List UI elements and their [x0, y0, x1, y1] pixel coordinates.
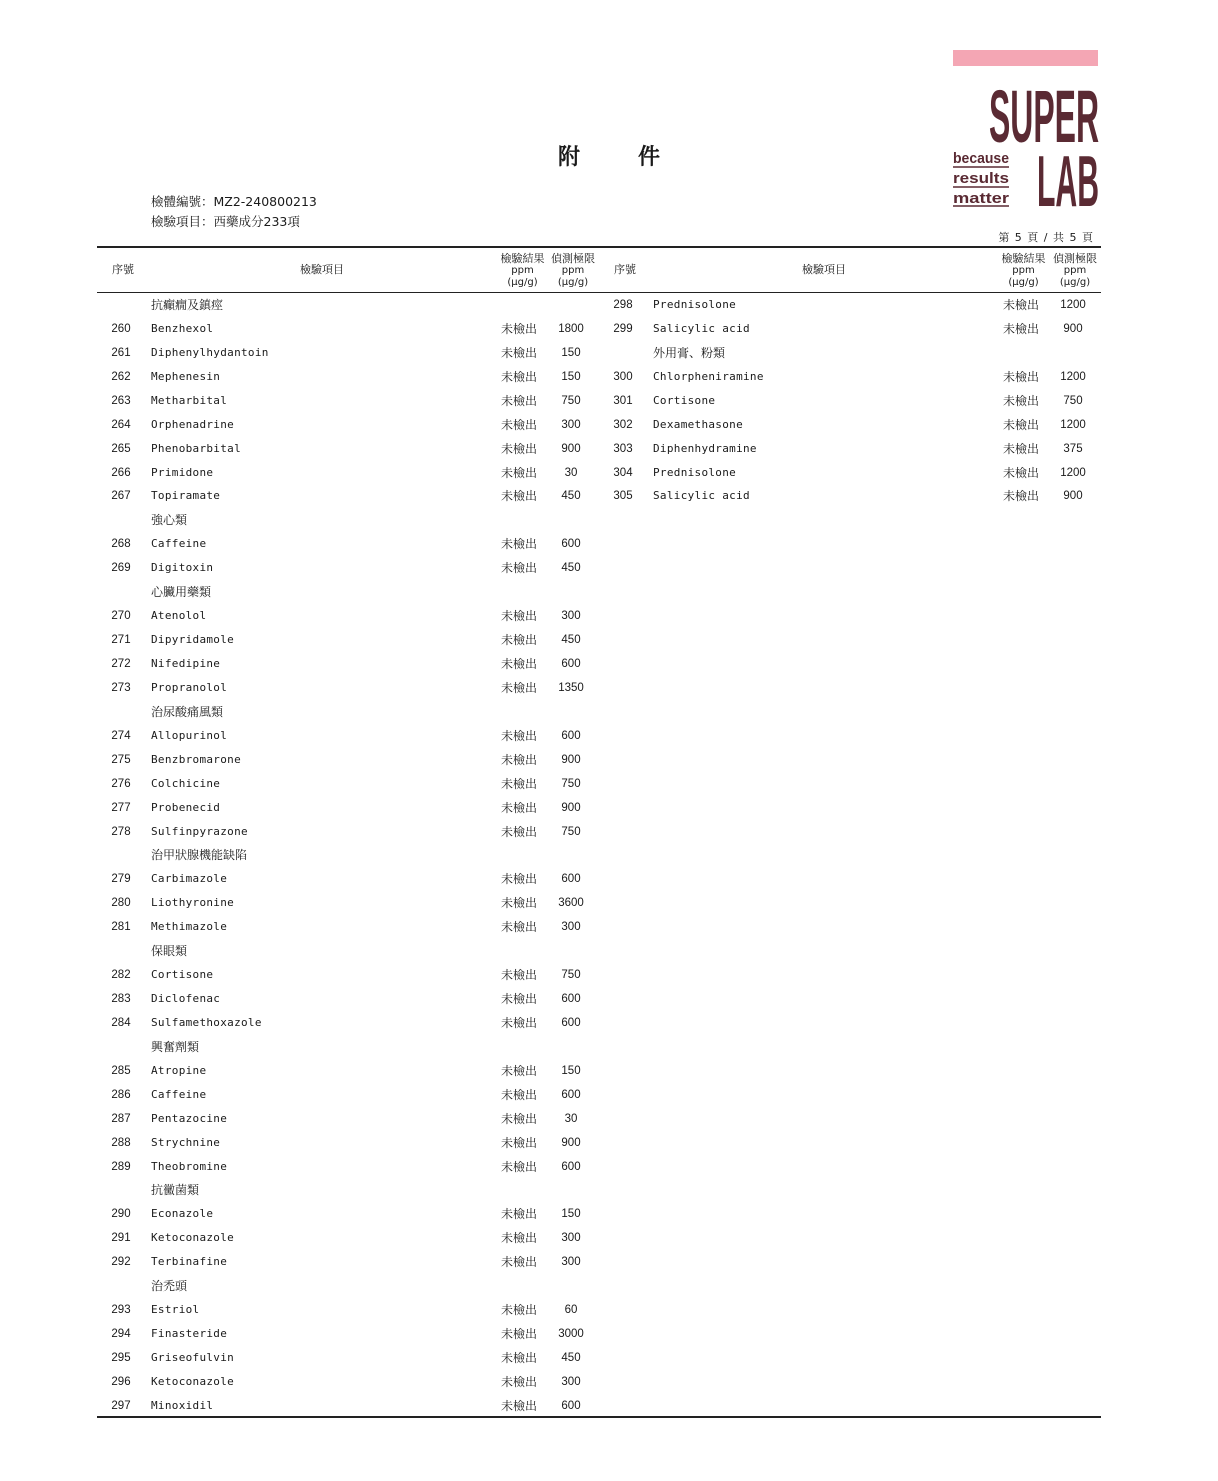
detection-limit: 150 [561, 346, 581, 359]
detection-limit: 1200 [1060, 418, 1086, 431]
detection-limit: 300 [561, 418, 581, 431]
table-row [0, 867, 1200, 891]
drug-name: Atenolol [151, 609, 207, 623]
row-number: 296 [111, 1375, 131, 1388]
table-row [0, 293, 1200, 317]
row-number: 294 [111, 1328, 131, 1340]
result-value: 未檢出 [500, 561, 537, 576]
row-number: 299 [613, 322, 633, 335]
detection-limit: 60 [564, 1304, 578, 1317]
result-value: 未檢出 [500, 1087, 537, 1102]
drug-name: Carbimazole [151, 872, 228, 886]
detection-limit: 750 [561, 394, 581, 407]
result-value: 未檢出 [500, 657, 537, 671]
result-value: 未檢出 [500, 824, 537, 839]
category-row [0, 1035, 1200, 1059]
drug-name: Chlorpheniramine [653, 369, 764, 383]
row-number: 287 [111, 1112, 131, 1125]
row-number: 295 [111, 1351, 131, 1364]
header-limit-left [547, 253, 599, 289]
row-number: 279 [111, 873, 131, 886]
detection-limit: 600 [561, 658, 581, 670]
drug-name: Pentazocine [151, 1111, 228, 1125]
result-value: 未檢出 [500, 1159, 537, 1174]
row-number: 273 [111, 681, 131, 694]
result-value: 未檢出 [500, 872, 537, 887]
row-number: 270 [111, 610, 131, 623]
row-number: 285 [111, 1064, 131, 1077]
result-value: 未檢出 [500, 465, 537, 480]
header-limit-label: 偵測極限 [1053, 252, 1097, 265]
table-row [0, 532, 1200, 556]
row-number: 290 [111, 1208, 131, 1221]
row-number: 280 [111, 897, 131, 910]
logo-tag-because: because [953, 150, 1009, 167]
table-row [0, 1250, 1200, 1274]
result-value: 未檢出 [1002, 393, 1039, 408]
table-row [0, 628, 1200, 652]
drug-name: Digitoxin [151, 561, 214, 575]
drug-name: Caffeine [151, 537, 207, 551]
detection-limit: 750 [1063, 394, 1083, 407]
result-value: 未檢出 [500, 752, 537, 767]
row-number: 300 [613, 370, 633, 383]
drug-name: Phenobarbital [151, 441, 241, 455]
detection-limit: 3000 [558, 1328, 584, 1340]
logo-text-lab: LAB [1037, 142, 1099, 222]
row-number: 275 [111, 753, 131, 766]
category-label: 治甲狀腺機能缺陷 [151, 848, 248, 863]
table-row [0, 820, 1200, 844]
detection-limit: 600 [561, 1016, 581, 1029]
category-row [0, 1178, 1200, 1202]
detection-limit: 600 [561, 1160, 581, 1173]
header-limit-unit: ppm [561, 265, 585, 276]
table-row [0, 317, 1200, 341]
result-value: 未檢出 [500, 800, 537, 815]
row-number: 260 [111, 322, 131, 335]
drug-name: Primidone [151, 465, 214, 479]
detection-limit: 600 [561, 1088, 581, 1101]
result-value: 未檢出 [500, 776, 537, 791]
table-row [0, 461, 1200, 485]
drug-name: Cortisone [653, 393, 716, 407]
detection-limit: 1200 [1060, 370, 1086, 383]
table-row [0, 413, 1200, 437]
result-value: 未檢出 [500, 920, 537, 935]
detection-limit: 450 [561, 490, 581, 503]
test-item-summary: 檢驗項目：西藥成分233項 [151, 214, 300, 229]
result-value: 未檢出 [500, 609, 537, 624]
table-row [0, 772, 1200, 796]
row-number: 274 [111, 729, 131, 742]
row-number: 271 [111, 634, 131, 646]
result-value: 未檢出 [500, 992, 537, 1006]
detection-limit: 300 [561, 1375, 581, 1388]
drug-name: Prednisolone [653, 298, 737, 311]
result-value: 未檢出 [1002, 417, 1039, 432]
row-number: 269 [111, 562, 131, 575]
detection-limit: 900 [1063, 490, 1083, 503]
result-value: 未檢出 [500, 1111, 537, 1126]
result-value: 未檢出 [500, 441, 537, 456]
header-limit-right [1049, 253, 1101, 289]
row-number: 278 [111, 825, 131, 838]
result-value: 未檢出 [500, 417, 537, 432]
header-no-right: 序號 [614, 263, 636, 276]
category-label: 治尿酸痛風類 [151, 704, 224, 719]
header-limit-label: 偵測極限 [551, 252, 595, 265]
table-row [0, 748, 1200, 772]
table-row [0, 1370, 1200, 1394]
result-value: 未檢出 [500, 489, 537, 504]
table-row [0, 724, 1200, 748]
drug-name: Cortisone [151, 968, 214, 981]
detection-limit: 1200 [1060, 299, 1086, 311]
drug-name: Sulfinpyrazone [151, 824, 248, 838]
result-value: 未檢出 [500, 1015, 537, 1030]
result-value: 未檢出 [500, 728, 537, 743]
table-row [0, 1322, 1200, 1346]
category-label: 抗黴菌類 [151, 1183, 200, 1198]
detection-limit: 375 [1063, 442, 1083, 455]
row-number: 261 [111, 346, 131, 359]
drug-name: Econazole [151, 1207, 214, 1221]
row-number: 293 [111, 1304, 131, 1317]
detection-limit: 600 [561, 538, 581, 551]
drug-name: Prednisolone [653, 465, 737, 479]
result-value: 未檢出 [500, 1063, 537, 1078]
detection-limit: 1350 [558, 681, 584, 694]
category-label: 外用膏、粉類 [653, 345, 726, 360]
result-value: 未檢出 [500, 369, 537, 384]
detection-limit: 900 [561, 442, 581, 455]
row-number: 297 [111, 1399, 131, 1412]
detection-limit: 3600 [558, 897, 584, 910]
row-number: 292 [111, 1256, 131, 1269]
result-value: 未檢出 [500, 633, 537, 647]
header-item-left: 檢驗項目 [300, 263, 344, 276]
detection-limit: 600 [561, 1399, 581, 1412]
table-row [0, 1298, 1200, 1322]
result-value: 未檢出 [1002, 465, 1039, 480]
drug-name: Metharbital [151, 393, 228, 407]
row-number: 276 [111, 777, 131, 790]
drug-name: Allopurinol [151, 728, 228, 742]
drug-name: Theobromine [151, 1159, 228, 1173]
drug-name: Diphenylhydantoin [151, 345, 269, 359]
detection-limit: 750 [561, 777, 581, 790]
drug-name: Diclofenac [151, 992, 221, 1005]
logo-tag-matter: matter [953, 190, 1010, 207]
table-row [0, 484, 1200, 508]
sample-number: 檢體編號：MZ2-240800213 [151, 194, 317, 209]
header-no-left: 序號 [112, 263, 134, 276]
row-number: 264 [111, 418, 131, 431]
header-limit-unit: ppm [1063, 265, 1087, 276]
drug-name: Diphenhydramine [653, 441, 757, 455]
category-label: 抗癲癇及鎮痙 [151, 298, 224, 312]
result-value: 未檢出 [500, 345, 537, 360]
result-value: 未檢出 [500, 537, 537, 552]
superlab-logo [951, 48, 1101, 222]
table-row [0, 604, 1200, 628]
result-value: 未檢出 [500, 1207, 537, 1222]
detection-limit: 900 [561, 753, 581, 766]
result-value: 未檢出 [500, 321, 537, 336]
result-value: 未檢出 [500, 1327, 537, 1341]
result-value: 未檢出 [500, 1303, 537, 1318]
row-number: 281 [111, 921, 131, 934]
row-number: 288 [111, 1136, 131, 1149]
drug-name: Salicylic acid [653, 321, 750, 335]
table-row [0, 891, 1200, 915]
drug-name: Liothyronine [151, 896, 235, 910]
detection-limit: 450 [561, 1351, 581, 1364]
drug-name: Orphenadrine [151, 417, 235, 431]
page-indicator: 第 5 頁 / 共 5 頁 [998, 231, 1094, 244]
category-row [0, 939, 1200, 963]
table-row [0, 1226, 1200, 1250]
result-value: 未檢出 [500, 1398, 537, 1413]
row-number: 301 [613, 394, 633, 407]
table-row [0, 437, 1200, 461]
row-number: 305 [613, 490, 633, 503]
row-number: 283 [111, 993, 131, 1005]
table-row [0, 365, 1200, 389]
category-label: 心臟用藥類 [151, 585, 212, 600]
detection-limit: 750 [561, 969, 581, 981]
header-limit-unit2: (μg/g) [557, 277, 589, 288]
drug-name: Ketoconazole [151, 1231, 235, 1245]
header-result-right [996, 253, 1051, 289]
detection-limit: 150 [561, 1208, 581, 1221]
category-label: 強心類 [151, 513, 188, 528]
header-item-right: 檢驗項目 [802, 263, 846, 276]
detection-limit: 900 [1063, 322, 1083, 335]
drug-name: Propranolol [151, 680, 228, 694]
table-row [0, 676, 1200, 700]
detection-limit: 150 [561, 370, 581, 383]
result-value: 未檢出 [500, 1374, 537, 1389]
row-number: 262 [111, 370, 131, 383]
header-result-unit2: (μg/g) [1008, 277, 1039, 288]
table-row [0, 556, 1200, 580]
result-value: 未檢出 [500, 680, 537, 695]
table-row [0, 1059, 1200, 1083]
table-row [0, 1346, 1200, 1370]
category-row [0, 580, 1200, 604]
drug-name: Topiramate [151, 489, 221, 503]
detection-limit: 30 [564, 466, 578, 479]
drug-name: Salicylic acid [653, 489, 750, 503]
detection-limit: 150 [561, 1064, 581, 1077]
row-number: 298 [613, 299, 633, 311]
result-value: 未檢出 [1002, 298, 1039, 312]
detection-limit: 600 [561, 993, 581, 1005]
drug-name: Terbinafine [151, 1255, 228, 1269]
drug-name: Estriol [151, 1303, 200, 1317]
drug-name: Probenecid [151, 800, 221, 814]
row-number: 266 [111, 466, 131, 479]
detection-limit: 300 [561, 921, 581, 934]
row-number: 302 [613, 418, 633, 431]
header-result-unit: ppm [1012, 265, 1035, 276]
table-row [0, 1155, 1200, 1179]
detection-limit: 450 [561, 634, 581, 646]
document-title: 附 件 [557, 145, 678, 170]
result-value: 未檢出 [500, 968, 537, 982]
category-label: 保眼類 [151, 944, 188, 959]
row-number: 267 [111, 490, 131, 503]
table-row [0, 1202, 1200, 1226]
table-row [0, 1083, 1200, 1107]
row-number: 289 [111, 1160, 131, 1173]
category-row [0, 341, 1200, 365]
row-number: 286 [111, 1088, 131, 1101]
result-value: 未檢出 [500, 896, 537, 911]
document-meta [151, 192, 317, 232]
logo-mark [951, 48, 1101, 222]
row-number: 284 [111, 1016, 131, 1029]
category-row [0, 843, 1200, 867]
detection-limit: 900 [561, 1136, 581, 1149]
result-value: 未檢出 [500, 1350, 537, 1365]
header-result-label: 檢驗結果 [1001, 252, 1046, 265]
drug-name: Griseofulvin [151, 1350, 235, 1364]
result-value: 未檢出 [1002, 321, 1039, 336]
table-row [0, 1131, 1200, 1155]
category-row [0, 1274, 1200, 1298]
table-row [0, 963, 1200, 987]
result-value: 未檢出 [500, 1255, 537, 1270]
table-row [0, 915, 1200, 939]
result-value: 未檢出 [500, 1135, 537, 1150]
row-number: 268 [111, 538, 131, 551]
row-number: 272 [111, 658, 131, 670]
logo-tag-results: results [953, 170, 1009, 187]
result-value: 未檢出 [500, 393, 537, 408]
table-row [0, 1394, 1200, 1418]
detection-limit: 300 [561, 1256, 581, 1269]
drug-name: Dexamethasone [653, 417, 743, 431]
drug-name: Atropine [151, 1063, 207, 1077]
drug-name: Dipyridamole [151, 633, 235, 646]
drug-name: Sulfamethoxazole [151, 1015, 262, 1029]
detection-limit: 1200 [1060, 466, 1086, 479]
drug-name: Strychnine [151, 1135, 221, 1149]
drug-name: Benzbromarone [151, 752, 241, 766]
category-label: 治禿頭 [151, 1279, 188, 1294]
detection-limit: 300 [561, 610, 581, 623]
table-row [0, 987, 1200, 1011]
category-label: 興奮劑類 [151, 1039, 200, 1054]
drug-name: Finasteride [151, 1327, 228, 1340]
drug-name: Nifedipine [151, 657, 221, 670]
table-row [0, 1107, 1200, 1131]
detection-limit: 450 [561, 562, 581, 575]
detection-limit: 900 [561, 801, 581, 814]
category-row [0, 508, 1200, 532]
detection-limit: 300 [561, 1232, 581, 1245]
drug-name: Benzhexol [151, 321, 214, 335]
detection-limit: 1800 [558, 322, 584, 335]
drug-name: Caffeine [151, 1087, 207, 1101]
row-number: 265 [111, 442, 131, 455]
row-number: 303 [613, 442, 633, 455]
detection-limit: 30 [564, 1112, 578, 1125]
drug-name: Minoxidil [151, 1398, 214, 1412]
detection-limit: 750 [561, 825, 581, 838]
logo-text-super: SUPER [989, 75, 1099, 158]
detection-limit: 600 [561, 729, 581, 742]
table-row [0, 389, 1200, 413]
result-value: 未檢出 [1002, 441, 1039, 456]
row-number: 291 [111, 1232, 131, 1245]
table-row [0, 796, 1200, 820]
drug-name: Colchicine [151, 776, 221, 790]
detection-limit: 600 [561, 873, 581, 886]
header-result-label: 檢驗結果 [500, 252, 545, 265]
header-result-unit2: (μg/g) [507, 277, 538, 288]
row-number: 263 [111, 394, 131, 407]
drug-name: Methimazole [151, 920, 228, 934]
result-value: 未檢出 [1002, 369, 1039, 384]
category-row [0, 700, 1200, 724]
table-row [0, 652, 1200, 676]
row-number: 282 [111, 969, 131, 981]
result-value: 未檢出 [1002, 489, 1039, 504]
table-top-rule [97, 246, 1101, 248]
drug-name: Mephenesin [151, 369, 221, 383]
row-number: 277 [111, 801, 131, 814]
drug-name: Ketoconazole [151, 1374, 235, 1388]
header-limit-unit2: (μg/g) [1059, 277, 1091, 288]
header-result-left [495, 253, 550, 289]
result-value: 未檢出 [500, 1231, 537, 1246]
row-number: 304 [613, 466, 633, 479]
table-row [0, 1011, 1200, 1035]
header-result-unit: ppm [511, 265, 534, 276]
